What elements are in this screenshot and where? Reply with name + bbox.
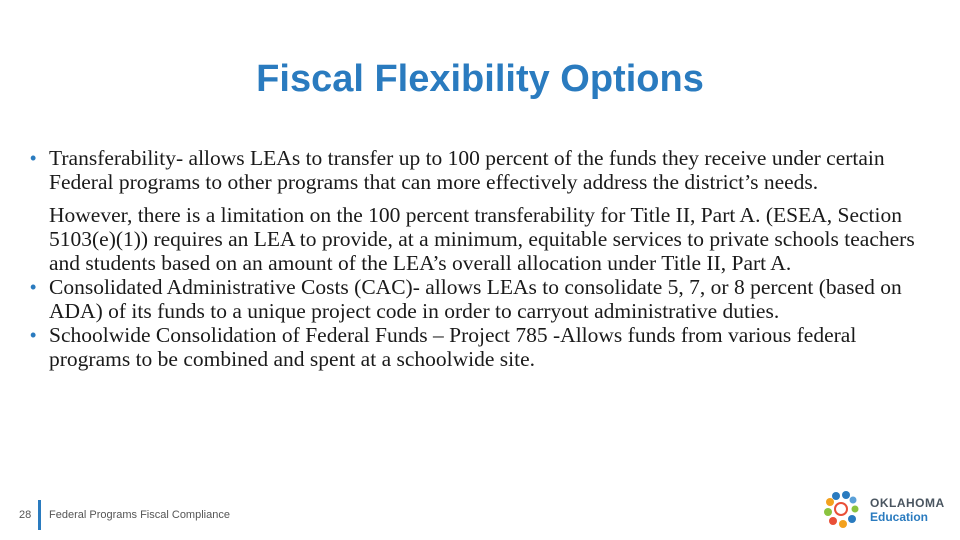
oklahoma-education-logo-mark-icon — [822, 490, 862, 530]
bullet-marker: • — [30, 277, 37, 297]
slide-title: Fiscal Flexibility Options — [256, 58, 704, 100]
bullet-consolidated-admin-costs — [26, 275, 936, 323]
page-number: 28 — [19, 509, 32, 521]
bullet-transferability — [26, 146, 936, 194]
bullet-marker: • — [30, 148, 37, 168]
bullet-continuation: However, there is a limitation on the 100 percent transferability for Title II, Part A. (ESEA, Section 5103(e)(1)) requires an LEA to provide, at a minimum, equitable services to private schools teachers and students based on an amount of the LEA’s overall allocation under Title II, Part A. — [49, 203, 915, 275]
slide-body — [26, 146, 936, 371]
logo-oklahoma-text: OKLAHOMA — [870, 496, 945, 510]
footer-title: Federal Programs Fiscal Compliance — [49, 509, 230, 521]
footer-divider — [38, 500, 41, 530]
bullet-schoolwide-consolidation — [26, 323, 936, 371]
logo-education-text: Education — [870, 510, 929, 524]
bullet-marker: • — [30, 325, 37, 345]
oklahoma-education-logo — [822, 490, 952, 530]
bullet-text: Schoolwide Consolidation of Federal Funds – Project 785 -Allows funds from various federal programs to be combined and spent at a schoolwide site. — [49, 323, 857, 371]
bullet-text: Transferability- allows LEAs to transfer up to 100 percent of the funds they receive under certain Federal programs to other programs that can more effectively address the district’s needs. — [49, 146, 885, 194]
bullet-text: Consolidated Administrative Costs (CAC)- allows LEAs to consolidate 5, 7, or 8 percent (based on ADA) of its funds to a unique project code in order to carryout administrative duties. — [49, 275, 902, 323]
